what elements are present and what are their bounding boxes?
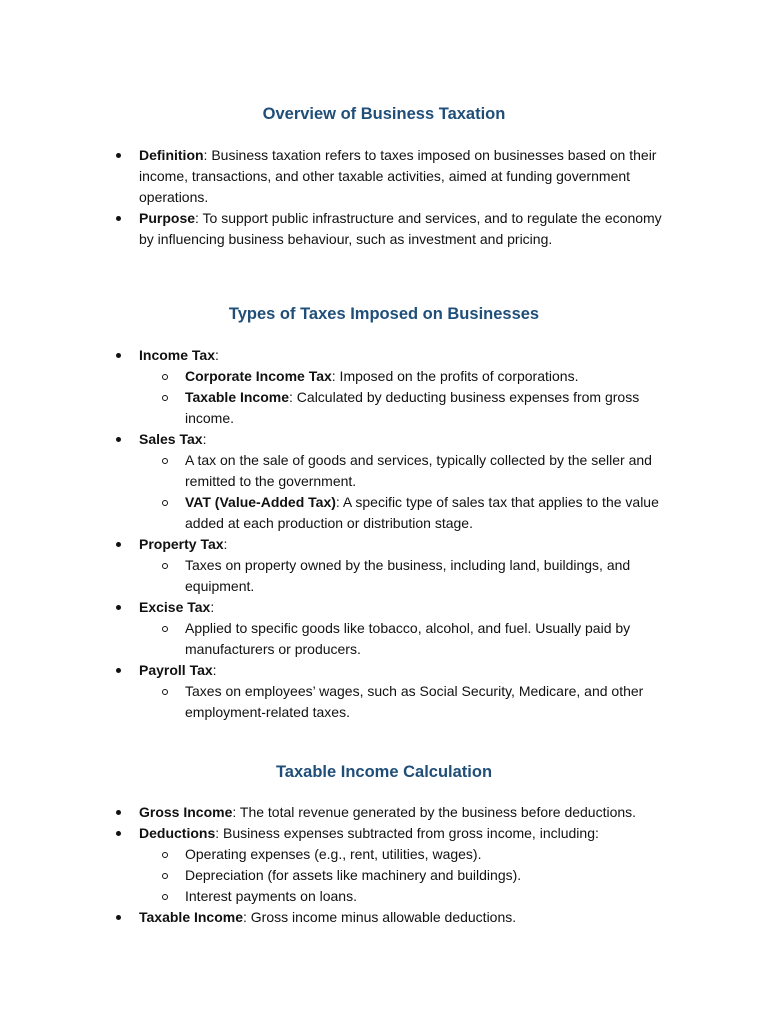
term-income-tax: Income Tax bbox=[139, 347, 215, 363]
list-item-property-tax bbox=[139, 534, 678, 597]
term-definition: Definition bbox=[139, 147, 204, 163]
text-excise-tax-description: Applied to specific goods like tobacco, alcohol, and fuel. Usually paid by manufacturers or producers. bbox=[185, 620, 631, 657]
sub-item-sales-tax-description bbox=[185, 450, 678, 492]
text-sales-tax-description: A tax on the sale of goods and services, typically collected by the seller and remitted to the government. bbox=[185, 452, 652, 489]
sub-item-excise-tax-description bbox=[185, 618, 678, 660]
term-gross-income: Gross Income bbox=[139, 804, 233, 820]
list-item-definition bbox=[139, 145, 678, 208]
calculation-list bbox=[0, 802, 768, 928]
text-property-tax-description: Taxes on property owned by the business, including land, buildings, and equipment. bbox=[185, 557, 631, 594]
list-item-gross-income bbox=[139, 802, 678, 823]
colon: : bbox=[212, 662, 217, 678]
section-title-calculation: Taxable Income Calculation bbox=[275, 763, 493, 781]
sub-item-property-tax-description bbox=[185, 555, 678, 597]
text-taxable-income-calc: : Gross income minus allowable deductions. bbox=[243, 909, 517, 925]
payroll-tax-sublist bbox=[139, 681, 678, 723]
term-excise-tax: Excise Tax bbox=[139, 599, 211, 615]
text-definition: : Business taxation refers to taxes imposed on businesses based on their income, transactions, and other taxable activities, aimed at funding government operations. bbox=[139, 147, 657, 205]
term-corporate-income-tax: Corporate Income Tax bbox=[185, 368, 332, 384]
term-taxable-income-calc: Taxable Income bbox=[139, 909, 244, 925]
term-deductions: Deductions bbox=[139, 825, 216, 841]
sub-item-taxable-income bbox=[185, 387, 678, 429]
section-title-types: Types of Taxes Imposed on Businesses bbox=[228, 305, 540, 323]
overview-list bbox=[0, 145, 768, 250]
text-vat: : A specific type of sales tax that applies to the value added at each production or distribution stage. bbox=[185, 494, 659, 531]
sub-item-vat bbox=[185, 492, 678, 534]
excise-tax-sublist bbox=[139, 618, 678, 660]
colon: : bbox=[202, 431, 207, 447]
text-payroll-tax-description: Taxes on employees’ wages, such as Social Security, Medicare, and other employment-related taxes. bbox=[185, 683, 644, 720]
list-item-income-tax bbox=[139, 345, 678, 429]
income-tax-sublist bbox=[139, 366, 678, 429]
text-depreciation: Depreciation (for assets like machinery and buildings). bbox=[185, 867, 522, 883]
section-title-overview: Overview of Business Taxation bbox=[262, 105, 506, 123]
text-corporate-income-tax: : Imposed on the profits of corporations. bbox=[331, 368, 579, 384]
colon: : bbox=[223, 536, 228, 552]
sales-tax-sublist bbox=[139, 450, 678, 534]
text-taxable-income: : Calculated by deducting business expenses from gross income. bbox=[185, 389, 640, 426]
list-item-sales-tax bbox=[139, 429, 678, 534]
term-payroll-tax: Payroll Tax bbox=[139, 662, 213, 678]
term-purpose: Purpose bbox=[139, 210, 196, 226]
term-sales-tax: Sales Tax bbox=[139, 431, 203, 447]
sub-item-payroll-tax-description bbox=[185, 681, 678, 723]
list-item-taxable-income bbox=[139, 907, 678, 928]
term-property-tax: Property Tax bbox=[139, 536, 224, 552]
colon: : bbox=[215, 347, 219, 363]
term-taxable-income: Taxable Income bbox=[185, 389, 290, 405]
sub-item-corporate-income-tax bbox=[185, 366, 678, 387]
types-list bbox=[0, 345, 768, 723]
text-operating-expenses: Operating expenses (e.g., rent, utilities, wages). bbox=[185, 846, 482, 862]
text-purpose: : To support public infrastructure and services, and to regulate the economy by influencing business behaviour, such as investment and pricing. bbox=[139, 210, 662, 247]
sub-item-depreciation bbox=[185, 865, 678, 886]
term-vat: VAT (Value-Added Tax) bbox=[185, 494, 336, 510]
text-interest-payments: Interest payments on loans. bbox=[185, 888, 357, 904]
sub-item-operating-expenses bbox=[185, 844, 678, 865]
colon: : bbox=[210, 599, 215, 615]
list-item-purpose bbox=[139, 208, 678, 250]
text-deductions: : Business expenses subtracted from gross income, including: bbox=[215, 825, 599, 841]
property-tax-sublist bbox=[139, 555, 678, 597]
text-gross-income: : The total revenue generated by the business before deductions. bbox=[232, 804, 637, 820]
list-item-payroll-tax bbox=[139, 660, 678, 723]
list-item-excise-tax bbox=[139, 597, 678, 660]
sub-item-interest-payments bbox=[185, 886, 678, 907]
list-item-deductions bbox=[139, 823, 678, 907]
deductions-sublist bbox=[139, 844, 678, 907]
